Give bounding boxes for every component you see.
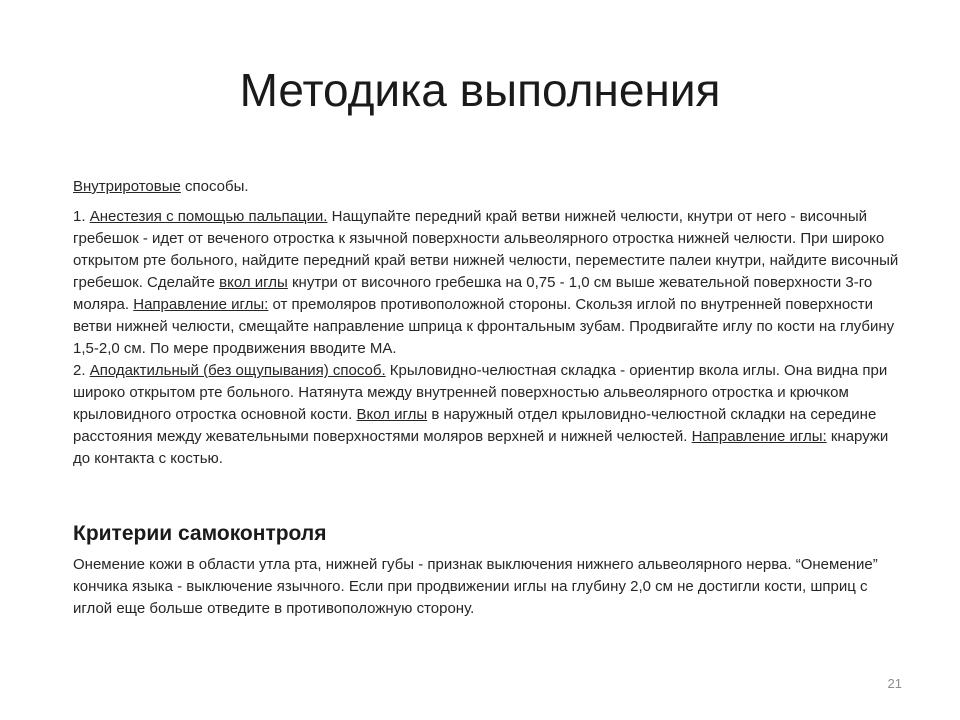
- method-2-needle-insertion: Вкол иглы: [356, 406, 428, 423]
- intro-line: [73, 176, 903, 198]
- method-1-text-a: Нащупайте передний край ветви нижней челюсти, кнутри от него - височный гребешок - идет от веченого отростка к язычной поверхности альвеолярного отростка нижней челюсти. При широко открытом рте больного, найдите передний край ветви нижней челюсти, переместите палеи кнутри, найдите височный гребешок. Сделайте: [73, 208, 899, 291]
- method-2-paragraph: [73, 360, 903, 470]
- method-2-needle-direction: Направление иглы:: [691, 428, 827, 445]
- method-1-needle-direction: Направление иглы:: [133, 296, 269, 313]
- criteria-text: Онемение кожи в области утла рта, нижней губы - признак выключения нижнего альвеолярного нерва. “Онемение” кончика языка - выключение язычного. Если при продвижении иглы на глубину 2,0 см не достигли кости, шприц с иглой еще больше отведите в противоположную сторону.: [73, 556, 878, 617]
- method-1-needle-insertion: вкол иглы: [219, 274, 288, 291]
- intro-underlined: Внутриротовые: [73, 178, 181, 195]
- method-1-paragraph: [73, 206, 903, 360]
- criteria-section: [73, 520, 903, 635]
- method-2-text-b: в наружный отдел крыловидно-челюстной складки на середине расстояния между жевательными поверхностями моляров верхней и нижней челюстей.: [73, 406, 877, 445]
- page-number: 21: [887, 676, 902, 691]
- slide-title: Методика выполнения: [239, 64, 721, 116]
- intro-rest: способы.: [180, 178, 249, 195]
- method-2-text-a: Крыловидно-челюстная складка - ориентир вкола иглы. Она видна при широко открытом рте больного. Натянута между внутренней поверхностью альвеолярного отростка и крючком крыловидного отростка основной кости.: [73, 362, 888, 423]
- method-2-number: 2.: [73, 362, 90, 379]
- method-2-heading: Аподактильный (без ощупывания) способ.: [89, 362, 386, 379]
- method-1-number: 1.: [73, 208, 90, 225]
- method-1-heading: Анестезия с помощью пальпации.: [89, 208, 328, 225]
- method-1-text-b: кнутри от височного гребешка на 0,75 - 1,0 см выше жевательной поверхности 3-го моляра.: [73, 274, 873, 313]
- criteria-heading: Критерии самоконтроля: [73, 522, 327, 545]
- method-2-text-c: кнаружи до контакта с костью.: [73, 428, 889, 467]
- method-1-text-c: от премоляров противоположной стороны. Скользя иглой по внутренней поверхности ветви нижней челюсти, смещайте направление шприца к фронтальным зубам. Продвигайте иглу по кости на глубину 1,5-2,0 см. По мере продвижения вводите МА.: [73, 296, 895, 357]
- slide-body: [73, 176, 903, 470]
